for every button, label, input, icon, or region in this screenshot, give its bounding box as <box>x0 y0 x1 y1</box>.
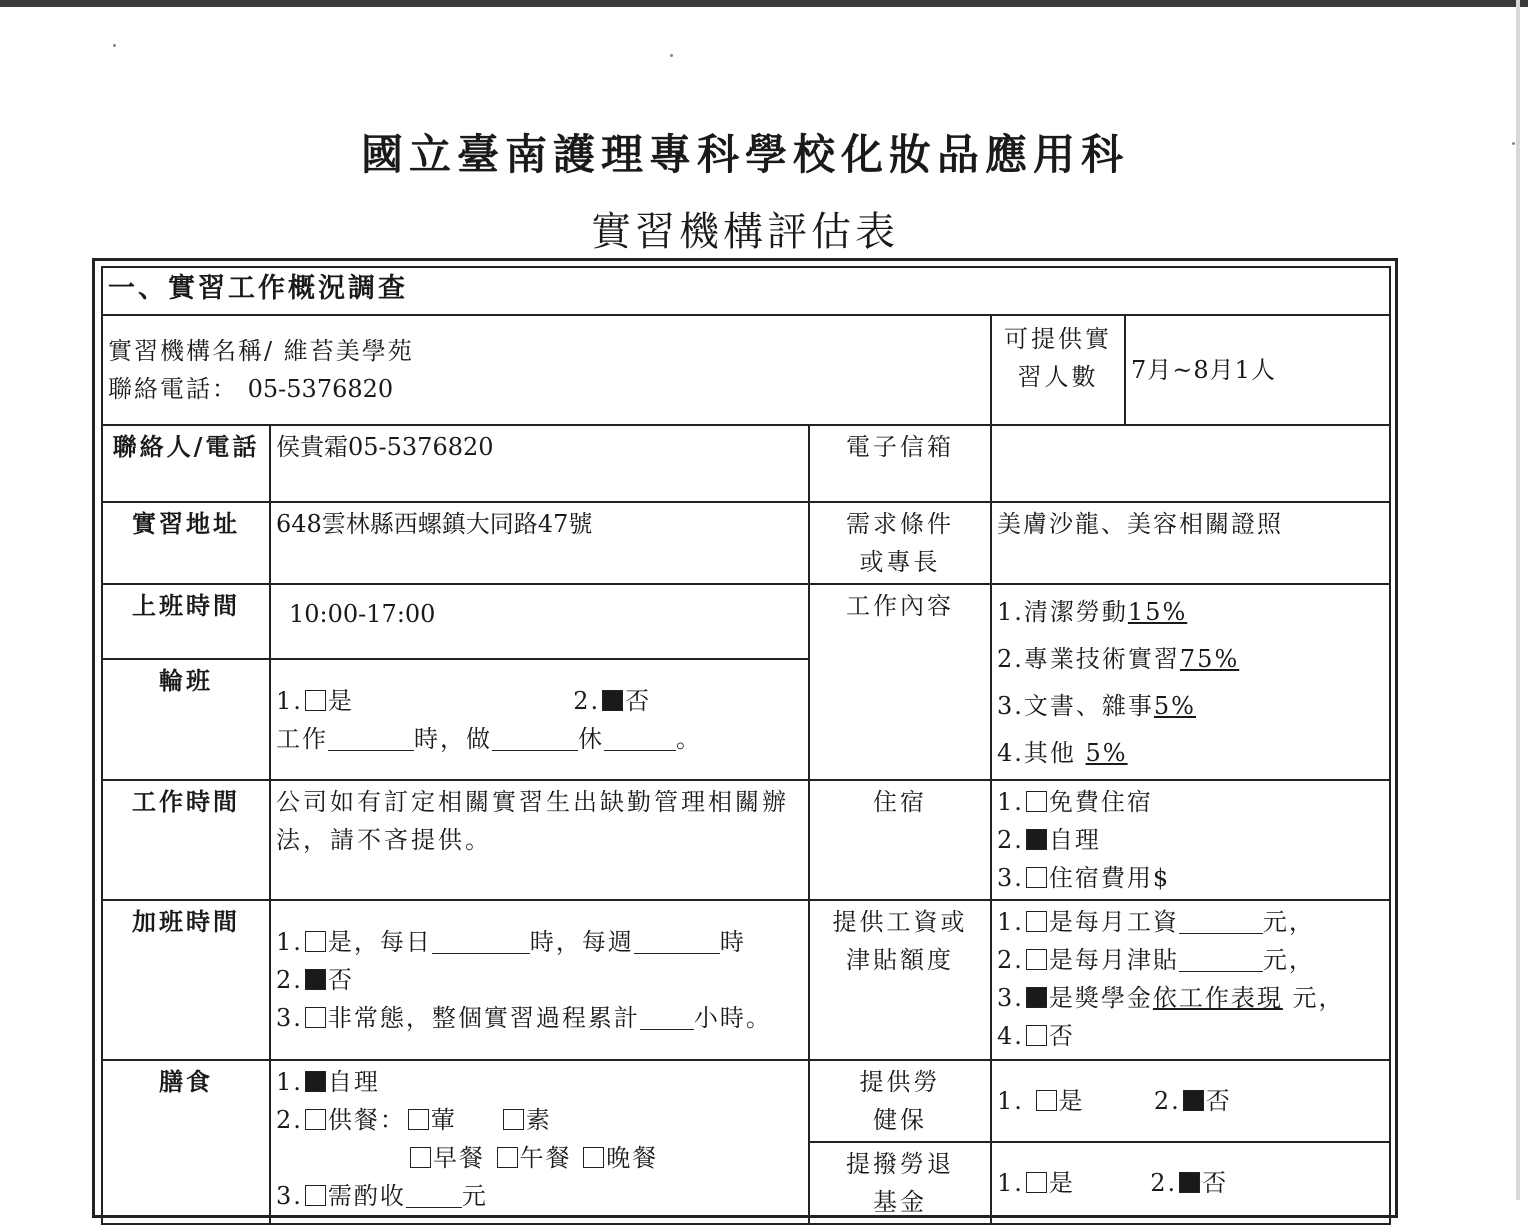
meals-label: 膳食 <box>102 1060 270 1224</box>
org-info-cell <box>102 315 991 425</box>
scan-speck <box>670 54 673 57</box>
lodging-label: 住宿 <box>809 780 991 900</box>
scan-top-edge <box>0 0 1528 7</box>
checkbox-meals-veg[interactable] <box>503 1109 524 1130</box>
checkbox-lunch[interactable] <box>497 1147 518 1168</box>
checkbox-dinner[interactable] <box>583 1147 604 1168</box>
meals-insurance-row <box>102 1060 1390 1142</box>
checkbox-meals-fee[interactable] <box>305 1185 326 1206</box>
checkbox-overtime-no[interactable] <box>305 969 326 990</box>
overtime-options: 1. 是，每日 時，每週 時 2. 否 3. 非常態，整個實習過程累計 小時。 <box>270 900 809 1060</box>
work-content-list <box>991 584 1390 780</box>
work-time-value: 公司如有訂定相關實習生出缺勤管理相關辦法，請不吝提供。 <box>270 780 809 900</box>
org-phone-label: 聯絡電話： <box>108 375 238 403</box>
evaluation-form-table <box>101 266 1391 1225</box>
work-item: 3.文書、雜事5% <box>997 692 1196 720</box>
email-label: 電子信箱 <box>809 425 991 502</box>
address-value: 648雲林縣西螺鎮大同路47號 <box>270 502 809 584</box>
pension-options: 1. 是 2. 否 <box>991 1142 1390 1224</box>
blank-line <box>328 726 414 751</box>
blank-line <box>634 929 720 954</box>
overtime-label: 加班時間 <box>102 900 270 1060</box>
pay-options: 1. 是每月工資 元， 2. 是每月津貼 元， 3. 是獎學金依工作表現 元， 4. 否 <box>991 900 1390 1060</box>
shift-label: 輪班 <box>102 659 270 780</box>
work-item: 4.其他 5% <box>997 739 1128 767</box>
checkbox-pay-scholarship[interactable] <box>1026 987 1047 1008</box>
contact-value: 侯貴霜05-5376820 <box>270 425 809 502</box>
checkbox-shift-no[interactable] <box>602 690 623 711</box>
checkbox-lodging-fee[interactable] <box>1026 867 1047 888</box>
work-time-row <box>102 780 1390 900</box>
checkbox-meals-self[interactable] <box>305 1071 326 1092</box>
lodging-options: 1. 免費住宿 2. 自理 3. 住宿費用$ <box>991 780 1390 900</box>
blank-line <box>432 929 530 954</box>
checkbox-pay-wage[interactable] <box>1026 911 1047 932</box>
overtime-row <box>102 900 1390 1060</box>
org-name: 維苔美學苑 <box>283 337 414 365</box>
insurance-options: 1. 是 2. 否 <box>991 1060 1390 1142</box>
scan-speck <box>113 44 116 47</box>
checkbox-insurance-no[interactable] <box>1183 1090 1204 1111</box>
work-time-label: 工作時間 <box>102 780 270 900</box>
checkbox-meals-provided[interactable] <box>305 1109 326 1130</box>
hours-row <box>102 584 1390 659</box>
hours-label: 上班時間 <box>102 584 270 659</box>
work-item: 1.清潔勞動15% <box>997 598 1188 626</box>
blank-line <box>1179 947 1263 972</box>
address-row <box>102 502 1390 584</box>
contact-label: 聯絡人/電話 <box>102 425 270 502</box>
address-label: 實習地址 <box>102 502 270 584</box>
section-title: 一、實習工作概況調查 <box>102 267 1390 315</box>
checkbox-pension-yes[interactable] <box>1026 1172 1047 1193</box>
checkbox-lodging-free[interactable] <box>1026 791 1047 812</box>
checkbox-meals-meat[interactable] <box>408 1109 429 1130</box>
scan-speck <box>1512 142 1515 145</box>
work-content-label: 工作內容 <box>809 584 991 780</box>
meals-options: 1. 自理 2. 供餐： 葷 素 早餐 午餐 晚餐 3. 需酌收 元 <box>270 1060 809 1224</box>
checkbox-pension-no[interactable] <box>1179 1172 1200 1193</box>
checkbox-shift-yes[interactable] <box>305 690 326 711</box>
hours-value: 10:00-17:00 <box>270 584 809 659</box>
checkbox-breakfast[interactable] <box>410 1147 431 1168</box>
pay-label: 提供工資或津貼額度 <box>809 900 991 1060</box>
form-title: 實習機構評估表 <box>591 209 899 255</box>
blank-line <box>492 726 578 751</box>
capacity-value: 7月~8月1人 <box>1125 315 1390 425</box>
blank-line <box>1179 909 1263 934</box>
org-name-label: 實習機構名稱/ <box>108 337 275 365</box>
capacity-label: 可提供實習人數 <box>991 315 1125 425</box>
pension-label: 提撥勞退基金 <box>809 1142 991 1224</box>
blank-line <box>640 1005 694 1030</box>
section-header-row <box>102 267 1390 315</box>
requirement-value: 美膚沙龍、美容相關證照 <box>991 502 1390 584</box>
checkbox-insurance-yes[interactable] <box>1036 1090 1057 1111</box>
checkbox-overtime-yes[interactable] <box>305 931 326 952</box>
insurance-label: 提供勞健保 <box>809 1060 991 1142</box>
checkbox-overtime-irregular[interactable] <box>305 1007 326 1028</box>
org-phone: 05-5376820 <box>247 375 394 403</box>
scan-right-edge <box>1516 0 1520 1200</box>
checkbox-pay-none[interactable] <box>1026 1025 1047 1046</box>
school-title: 國立臺南護理專科學校化妝品應用科 <box>360 130 1129 179</box>
work-item: 2.專業技術實習75% <box>997 645 1240 673</box>
blank-line <box>406 1183 462 1208</box>
shift-options: 1. 是 2. 否 工作 時，做 休 。 <box>270 659 809 780</box>
blank-line <box>604 726 676 751</box>
checkbox-pay-allowance[interactable] <box>1026 949 1047 970</box>
org-row <box>102 315 1390 425</box>
email-value <box>991 425 1390 502</box>
checkbox-lodging-self[interactable] <box>1026 829 1047 850</box>
contact-row <box>102 425 1390 502</box>
requirement-label: 需求條件或專長 <box>809 502 991 584</box>
